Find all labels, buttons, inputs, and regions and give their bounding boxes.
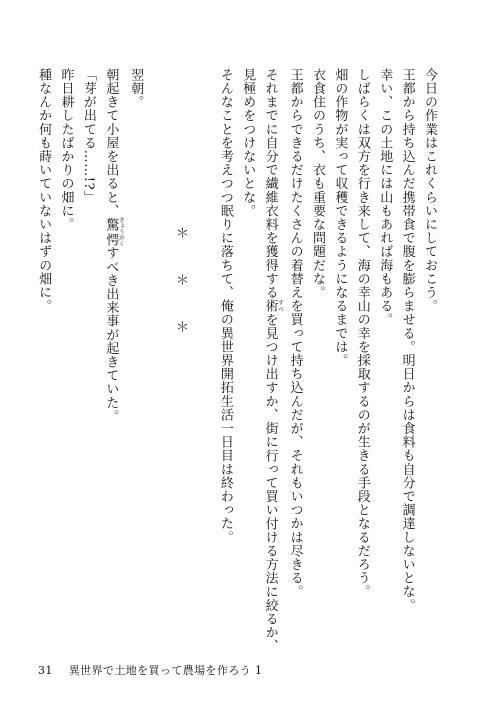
text-line: 衣食住のうち、衣も重要な問題だな。 xyxy=(309,68,325,300)
text-line: 「芽が出てる……!?」 xyxy=(80,68,96,204)
page-footer xyxy=(38,662,262,678)
ruby-reading: きょうがく xyxy=(117,216,125,247)
text-line: 翌朝。 xyxy=(128,68,144,109)
text-line-with-ruby: それまでに自分で繊維衣料を獲得する術 すべを見つけ出すか、街に行って買い付ける方法に絞るか、 xyxy=(262,68,284,653)
text-line-with-ruby: 朝起きて小屋を出ると、驚愕 きょうがくすべき出来事が起きていた。 xyxy=(103,68,125,424)
text-line: しばらくは双方を行き来して、海の幸山の幸を採取するのが生きる手段となるだろう。 xyxy=(354,68,370,599)
text-line: 幸い、この土地には山もあれば海もある。 xyxy=(377,68,393,327)
section-separator: ＊＊＊ xyxy=(173,226,189,367)
text-line: 王都からできるだけたくさんの着替えを買って持ち込んだが、それもいつかは尽きる。 xyxy=(287,68,303,599)
page-number: 31 xyxy=(38,664,53,677)
text-line: 今日の作業はこれくらいにしておこう。 xyxy=(422,68,437,313)
book-title: 異世界で土地を買って農場を作ろう 1 xyxy=(68,664,263,677)
text-line: 見極めをつけないとな。 xyxy=(240,68,256,218)
text-line: そんなことを考えつつ眠りに落ちて、俺の異世界開拓生活一日目は終わった。 xyxy=(217,68,233,544)
vertical-text-block xyxy=(36,68,440,653)
ruby-reading: すべ xyxy=(276,299,284,313)
ruby-kyougaku: 驚愕 きょうがく xyxy=(103,216,125,247)
text-line: 王都から持ち込んだ携帯食で腹を膨らませる。明日からは食料も自分で調達しないとな。 xyxy=(399,68,415,612)
text-line: 昨日耕したばかりの畑に。 xyxy=(58,68,74,232)
text-line: 種なんか何も蒔いていないはずの畑に。 xyxy=(36,68,52,313)
blank-line xyxy=(191,68,213,588)
blank-line xyxy=(146,68,168,588)
text-line: 畑の作物が実って収穫できるようになるまでは。 xyxy=(332,68,348,368)
ruby-sube: 術 すべ xyxy=(262,299,284,313)
